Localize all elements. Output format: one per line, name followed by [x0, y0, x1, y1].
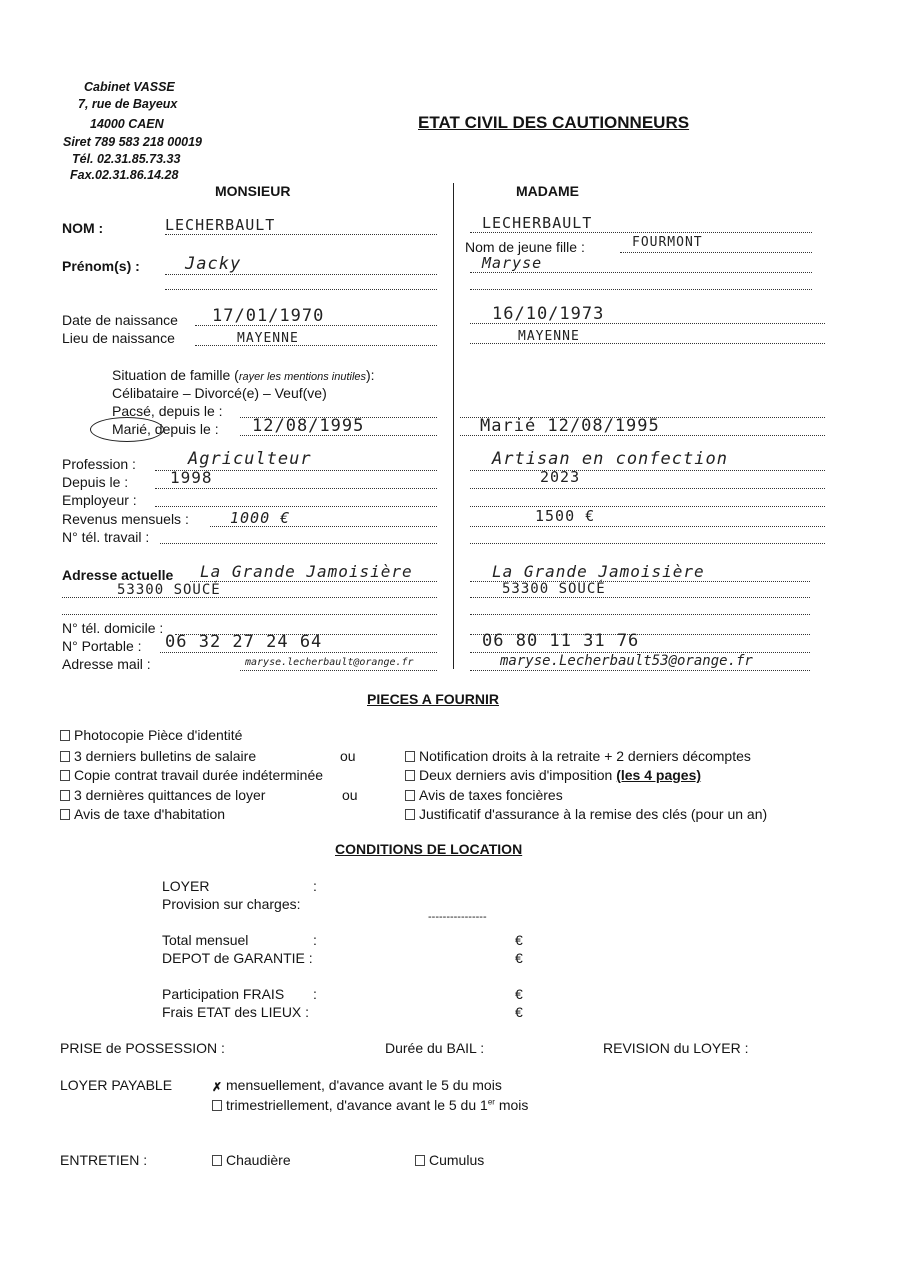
label-entretien: ENTRETIEN : [60, 1152, 148, 1168]
piece-left-2[interactable]: 3 derniers bulletins de salaire [60, 748, 256, 764]
checkbox-icon [212, 1155, 222, 1166]
conditions-title: CONDITIONS DE LOCATION [335, 841, 523, 857]
piece-left-5[interactable]: Avis de taxe d'habitation [60, 806, 225, 822]
checkbox-icon [212, 1100, 222, 1111]
agency-name: Cabinet VASSE [84, 80, 175, 94]
madame-adresse-1: La Grande Jamoisière [492, 562, 705, 581]
label-jeune-fille: Nom de jeune fille : [465, 239, 585, 255]
colon: : [313, 986, 317, 1002]
ou-label-2: ou [342, 787, 358, 803]
madame-prenom: Maryse [482, 254, 543, 272]
piece-right-1[interactable]: Notification droits à la retraite + 2 derniers décomptes [405, 748, 751, 764]
dotted-line [240, 670, 437, 671]
dotted-line [62, 597, 437, 598]
label-prenom: Prénom(s) : [62, 258, 140, 274]
label-tel-domicile: N° tél. domicile : [62, 620, 164, 636]
label-portable: N° Portable : [62, 638, 142, 654]
checkbox-icon [60, 770, 70, 781]
label-employeur: Employeur : [62, 492, 137, 508]
dotted-line [160, 543, 437, 544]
euro-total: € [515, 932, 523, 948]
checkbox-icon [60, 730, 70, 741]
piece-left-1[interactable]: Photocopie Pièce d'identité [60, 727, 242, 743]
checkbox-icon [60, 790, 70, 801]
label-loyer: LOYER [162, 878, 210, 894]
label-marie: Marié, depuis le : [112, 421, 219, 437]
label-depot: DEPOT de GARANTIE : [162, 950, 313, 966]
label-frais-etat: Frais ETAT des LIEUX : [162, 1004, 310, 1020]
monsieur-adresse-1: La Grande Jamoisière [200, 562, 413, 581]
monsieur-adresse-2: 53300 SOUCÉ [117, 582, 221, 598]
dotted-line [165, 234, 437, 235]
monsieur-profession: Agriculteur [188, 449, 312, 469]
madame-nom: LECHERBAULT [482, 214, 593, 232]
label-prise-possession: PRISE de POSSESSION : [60, 1040, 225, 1056]
dotted-line [62, 614, 437, 615]
dotted-line [470, 506, 825, 507]
dotted-line [470, 488, 825, 489]
label-duree-bail: Durée du BAIL : [385, 1040, 485, 1056]
option-trimestriel[interactable]: trimestriellement, d'avance avant le 5 du 1er mois [212, 1097, 528, 1113]
euro-depot: € [515, 950, 523, 966]
madame-marie-depuis: Marié 12/08/1995 [480, 416, 660, 436]
madame-profession: Artisan en confection [492, 449, 728, 469]
option-mensuel[interactable]: ✗ mensuellement, d'avance avant le 5 du mois [212, 1077, 502, 1094]
monsieur-date-naissance: 17/01/1970 [212, 306, 325, 326]
colon: : [313, 878, 317, 894]
label-date-naissance: Date de naissance [62, 312, 178, 328]
dotted-line [240, 435, 437, 436]
checkbox-icon [405, 770, 415, 781]
label-total: Total mensuel [162, 932, 249, 948]
dotted-line [470, 272, 812, 273]
agency-street: 7, rue de Bayeux [78, 97, 178, 111]
checkbox-icon [405, 790, 415, 801]
dotted-line [460, 435, 825, 436]
dotted-line [470, 526, 825, 527]
monsieur-revenus: 1000 € [230, 509, 291, 527]
situation-label: Situation de famille (rayer les mentions inutiles): [112, 367, 375, 383]
dotted-line [165, 274, 437, 275]
madame-lieu-naissance: MAYENNE [518, 329, 580, 344]
monsieur-mail: maryse.lecherbault@orange.fr [245, 657, 414, 668]
checkbox-icon [60, 751, 70, 762]
dotted-line [155, 506, 437, 507]
madame-jeune-fille: FOURMONT [632, 235, 703, 250]
madame-mail: maryse.Lecherbault53@orange.fr [500, 653, 753, 669]
marie-circle [90, 417, 164, 442]
monsieur-nom: LECHERBAULT [165, 216, 276, 234]
pieces-title: PIECES A FOURNIR [367, 691, 499, 707]
madame-portable: 06 80 11 31 76 [482, 631, 640, 651]
agency-siret: Siret 789 583 218 00019 [63, 135, 203, 149]
checkbox-icon [405, 751, 415, 762]
checkbox-icon [415, 1155, 425, 1166]
piece-right-4[interactable]: Justificatif d'assurance à la remise des clés (pour un an) [405, 806, 767, 822]
piece-left-4[interactable]: 3 dernières quittances de loyer [60, 787, 265, 803]
agency-fax: Fax.02.31.86.14.28 [70, 168, 179, 182]
dotted-line [190, 581, 437, 582]
label-mail: Adresse mail : [62, 656, 151, 672]
colon: : [313, 932, 317, 948]
dotted-line [470, 323, 825, 324]
piece-right-2[interactable]: Deux derniers avis d'imposition (les 4 pages) [405, 767, 701, 783]
dotted-line [195, 325, 437, 326]
label-lieu-naissance: Lieu de naissance [62, 330, 175, 346]
dotted-line [470, 597, 810, 598]
dotted-line [470, 343, 825, 344]
label-adresse: Adresse actuelle [62, 567, 174, 583]
dotted-line [155, 488, 437, 489]
dotted-line [165, 289, 437, 290]
madame-depuis: 2023 [540, 468, 581, 486]
option-chaudiere[interactable]: Chaudière [212, 1152, 291, 1168]
label-pacse: Pacsé, depuis le : [112, 403, 223, 419]
dotted-line [160, 652, 437, 653]
situation-options: Célibataire – Divorcé(e) – Veuf(ve) [112, 385, 327, 401]
label-tel-travail: N° tél. travail : [62, 529, 150, 545]
option-cumulus[interactable]: Cumulus [415, 1152, 484, 1168]
euro-participation: € [515, 986, 523, 1002]
dotted-line [470, 543, 825, 544]
label-loyer-payable: LOYER PAYABLE [60, 1077, 173, 1093]
label-provision: Provision sur charges: [162, 896, 301, 912]
column-divider [453, 183, 454, 669]
dotted-line [470, 289, 812, 290]
monsieur-marie-depuis: 12/08/1995 [252, 416, 365, 436]
label-nom: NOM : [62, 220, 104, 236]
dotted-line [210, 526, 437, 527]
dotted-line [470, 670, 810, 671]
label-participation: Participation FRAIS [162, 986, 285, 1002]
column-madame: MADAME [516, 183, 579, 199]
monsieur-depuis: 1998 [170, 468, 213, 487]
monsieur-portable: 06 32 27 24 64 [165, 632, 323, 652]
label-revenus: Revenus mensuels : [62, 511, 189, 527]
ou-label-1: ou [340, 748, 356, 764]
madame-revenus: 1500 € [535, 507, 596, 525]
label-revision-loyer: REVISION du LOYER : [603, 1040, 749, 1056]
dotted-line [470, 614, 810, 615]
monsieur-prenom: Jacky [185, 254, 242, 274]
dotted-line [620, 252, 812, 253]
dotted-line [470, 470, 825, 471]
checkbox-icon [60, 809, 70, 820]
dotted-line [195, 345, 437, 346]
piece-left-3[interactable]: Copie contrat travail durée indéterminée [60, 767, 323, 783]
page-title: ETAT CIVIL DES CAUTIONNEURS [418, 113, 690, 132]
label-depuis: Depuis le : [62, 474, 129, 490]
label-profession: Profession : [62, 456, 136, 472]
column-monsieur: MONSIEUR [215, 183, 291, 199]
monsieur-lieu-naissance: MAYENNE [237, 331, 299, 346]
agency-city: 14000 CAEN [90, 117, 164, 131]
madame-date-naissance: 16/10/1973 [492, 304, 605, 324]
euro-frais-etat: € [515, 1004, 523, 1020]
agency-tel: Tél. 02.31.85.73.33 [72, 152, 181, 166]
checkbox-icon [405, 809, 415, 820]
separator: ---------------- [428, 911, 487, 923]
checked-checkbox-icon: ✗ [212, 1080, 223, 1094]
dotted-line [470, 232, 812, 233]
madame-adresse-2: 53300 SOUCÉ [502, 581, 606, 597]
piece-right-3[interactable]: Avis de taxes foncières [405, 787, 563, 803]
